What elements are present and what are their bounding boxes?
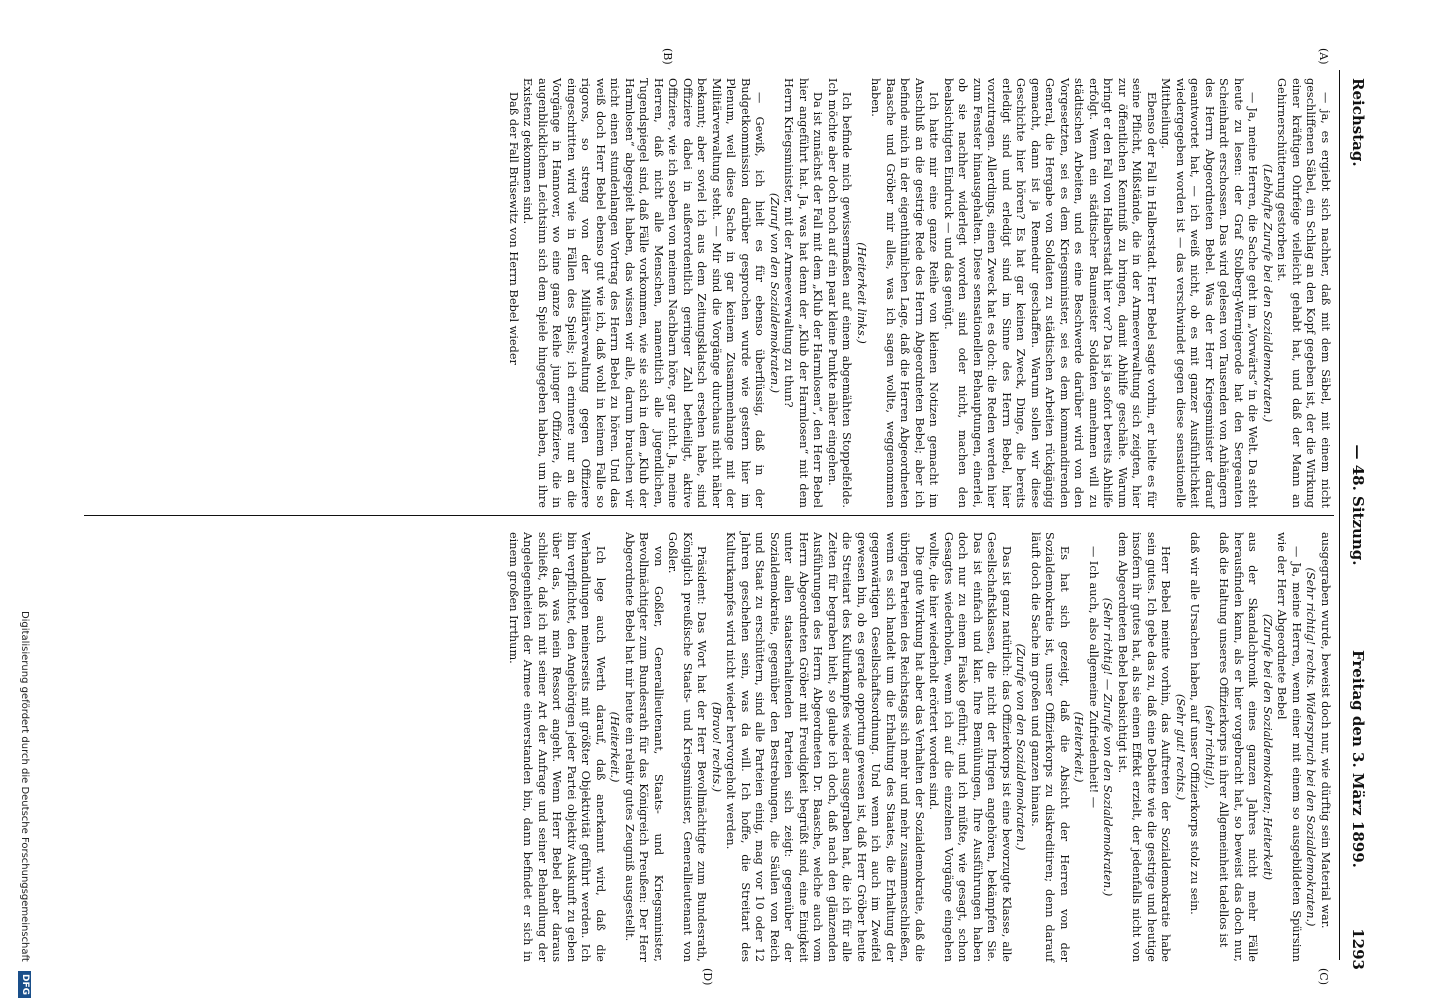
interjection: (Heiterkeit links.) <box>855 242 868 344</box>
margin-letter-b: (B) <box>661 48 674 65</box>
paragraph: Ebenso der Fall in Halberstadt. Herr Bebel sagte vorhin, er hielte es für seine Pflicht, Mißstände, die in der Armeeverwaltung sich zeigten, hier zur öffentlichen Kenntniß zu bringen, damit Abhilfe geschähe. Warum bringt er den Fall von Halberstadt hier vor? Da ist ja sofort bereits Abhilfe erfolgt. Wenn ein städtischer Baumeister Soldaten annehmen will zu städtischen Arbeiten, und es eine Beschwerde darüber wird von den Vorgesetzten, sei es dem Kriegsminister, sei es dem kommandirenden General, die Hergabe von Soldaten zu städtischen Arbeiten rückgängig gemacht, dann ist ja Remedur geschaffen. Warum sollen wir diese Geschichte hier hören? Es hat gar keinen Zweck, Dinge, die bereits erledigt sind und erledigt sind im Sinne des Herrn Bebel, hier vorzutragen. Allerdings, einen Zweck hat es doch: die Reden werden hier zum Fenster hinausgehalten. Diese sensationellen Behauptungen, einerlei, ob sie nachher widerlegt worden sind oder nicht, machen den beabsichtigten Eindruck — und das genügt. <box>942 78 1158 508</box>
interjection: (Sehr richtig! — Zurufe von den Sozialdemokraten.) <box>1101 597 1115 897</box>
paragraph: Daß der Fall Brüsewitz von Herrn Bebel wieder <box>507 92 520 365</box>
paragraph: — ja, es ergiebt sich nachher, daß mit dem Säbel, mit einem nicht geschliffenen Säbel, ein Schlag an den Kopf gegeben ist, der die Wirkung einer kräftigen Ohrfeige vielleicht gehabt hat, und daß der Mann an Gehirnerschütterung gestorben ist. <box>1275 78 1332 508</box>
paragraph: — Ja, meine Herren, die Sache geht im „Vorwärts“ in die Welt. Da steht heute zu lesen: der Graf Stolberg-Wernigerode hat den Sergeanten Scheinhardt erschossen. Das wird gelesen von Tausenden von Anhängern des Herrn Abgeordneten Bebel. Was der Herr Kriegsminister darauf geantwortet hat, — ich weiß nicht, ob es mit ganzer Ausführlichkeit wiedergegeben worden ist — das verschwindet gegen diese sensationelle Mittheilung. <box>1159 78 1260 508</box>
paragraph: Die gute Wirkung hat aber das Verhalten der Sozialdemokratie, daß die übrigen Parteien des Reichstags sich mehr und mehr zusammenschließen, wenn es sich handelt um die Erhaltung des Staates, die Erhaltung der gegenwärtigen Gesellschaftsordnung. Und wenn ich auch im Zweifel gewesen bin, ob es gerade opportun gewesen ist, daß Herr Gröber heute die Streitart des Kulturkampfes wieder ausgegraben hat, die ich für alle Zeiten für begraben hielt, so glaube ich doch, daß nach den glänzenden Ausführungen des Herrn Abgeordneten Dr. Baasche, welche auch vom Herrn Abgeordneten Gröber mit Freudigkeit begrüßt sind, eine Einigkeit unter allen staatserhaltenden Parteien sich zeigt: gegenüber der Sozialdemokratie, gegenüber den Bestrebungen, die Säulen von Reich und Staat zu erschüttern, sind alle Parteien einig, mag vor 10 oder 12 Jahren geschehen sein, was da will. Ich hoffe, die Streitart des Kulturkampfes wird nicht wieder hervorgeholt werden. <box>724 532 926 962</box>
paragraph: Ich hatte mir eine ganze Reihe von kleinen Notizen gemacht im Anschluß an die gestrige Rede des Herrn Abgeordneten Bebel; aber ich befinde mich in der eigenthümlichen Lage, daß die Herren Abgeordneten Baasche und Gröber mir alles, was ich sagen wollte, weggenommen haben. <box>869 78 941 508</box>
column-divider <box>84 515 1334 516</box>
dfg-logo-icon: DFG <box>19 971 32 998</box>
header-page-number: 1293 <box>1349 928 1367 970</box>
paragraph: Ich lege auch Werth darauf, daß anerkannt wird, daß die Verhandlungen meinerseits mit größter Objektivität geführt werden. Ich bin verpflichtet, den Angehörigen jeder Partei objektiv Auskunft zu geben über das, was mein Ressort angeht. Wenn Herr Bebel aber daraus schließt, daß ich mit seiner Art der Anfrage und seiner Behandlung der Angelegenheiten der Armee einverstanden bin, dann befindet er sich in einem großen Irrthum. <box>507 532 607 962</box>
interjection: (Zuruf von den Sozialdemokraten.) <box>768 192 781 394</box>
margin-letter-d: (D) <box>701 968 714 986</box>
paragraph: aus der Skandalchronik eines ganzen Jahres nicht mehr Fälle herausfinden kann, als er hier vorgebracht hat, so beweist das doch nur, daß die Haltung unseres Offizierkorps in ihrer Allgemeinheit tadellos ist <box>1217 532 1260 962</box>
paragraph: Da ist zunächst der Fall mit dem „Klub der Harmlosen“, den Herr Bebel hier angeführt hat. Ja, was hat denn der „Klub der Harmlosen“ mit dem Herrn Kriegsminister, mit der Armeeverwaltung zu thun? <box>782 78 825 508</box>
paragraph: Es hat sich gezeigt, daß die Absicht der Herren von der Sozialdemokratie ist, unser Offizierkorps zu diskreditiren; denn darauf läuft doch die Sache im großen und ganzen hinaus. <box>1029 532 1071 962</box>
right-text-column <box>506 532 1333 962</box>
header-rule <box>1339 70 1340 960</box>
left-text-column <box>506 78 1333 508</box>
paragraph: von Goßler, Generallieutenant, Staats- und Kriegsminister, Bevollmächtigter zum Bundesrath für das Königreich Preußen: Der Herr Abgeordnete Bebel hat mir heute ein relativ gutes Zeugniß ausgestellt. <box>623 532 665 962</box>
header-date: Freitag den 3. März 1899. <box>1349 650 1367 868</box>
interjection: (Heiterkeit.) <box>1072 711 1086 783</box>
paragraph: — Gewiß, ich hielt es für ebenso überflüssig, daß in der Budgetkommission darüber gesprochen wurde wie gestern hier im Plenum, weil diese Sache in gar keinem Zusammenhange mit der Militärverwaltung steht. — Mir sind die Vorgänge durchaus nicht näher bekannt; aber soviel ich aus dem Zeitungsklatsch ersehen habe, sind Offiziere dabei in außerordentlich geringer Zahl betheiligt, aktive Offiziere, wie ich soeben von meinem Nachbarn höre, gar nicht. Ja, meine Herren, daß nicht alle Menschen, namentlich alle jugendlichen, Tugendspiegel sind, daß Fälle vorkommen, wie sie sich in dem „Klub der Harmlosen“ abgespielt haben, das wissen wir alle, darum brauchen wir nicht einen stundenlangen Vortrag des Herrn Bebel zu hören. Und das weiß doch Herr Bebel ebenso gut wie ich, daß wohl in keinem Falle so rigoros, so streng von der Militärverwaltung gegen Offiziere eingeschritten wird wie in Fällen des Spiels; ich erinnere nur an die Vorgänge in Hannover, wo eine ganze Reihe junger Offiziere, die in augenblicklichem Leichtsinn sich dem Spiele hingegeben haben, um ihre Existenz gekommen sind. <box>521 78 767 508</box>
interjection: (Zurufe bei den Sozialdemokraten; Heiterkeit) <box>1261 613 1274 881</box>
header-session: — 48. Sitzung. <box>1349 444 1367 566</box>
header-reichstag: Reichstag. <box>1349 78 1367 167</box>
interjection: (Sehr richtig! rechts. Widerspruch bei den Sozialdemokraten.) <box>1304 567 1318 927</box>
interjection: (sehr richtig!), <box>1203 705 1216 789</box>
paragraph: Präsident: Das Wort hat der Herr Bevollmächtigte zum Bundesrath, Königlich preußische Staats- und Kriegsminister, Generallieutenant von Goßler. <box>666 532 709 962</box>
paragraph: — Ja, meine Herren, wenn einer mit einem so ausgebildeten Spürsinn wie der Herr Abgeordnete Bebel <box>1275 532 1303 962</box>
interjection: (Zurufe von den Sozialdemokraten.) <box>1014 643 1028 851</box>
interjection: (Lebhafte Zurufe bei den Sozialdemokraten.) <box>1261 163 1274 423</box>
paragraph: ausgegraben wurde, beweist doch nur, wie dürftig sein Material war. <box>1319 532 1332 929</box>
paragraph: daß wir alle Ursachen haben, auf unser Offizierkorps stolz zu sein. <box>1188 532 1202 915</box>
paragraph: Das ist ganz natürlich: das Offizierkorps ist eine bevorzugte Klasse, alle Gesellschaftsklassen, die nicht der Ihrigen angehören, bekämpfen Sie. Das ist einfach und klar. Ihre Bemühungen, Ihre Ausführungen haben doch nur zu einem Fiasko geführt; und ich müßte, wie gesagt, schon Gesagtes wiederholen, wenn ich auf die einzelnen Vorgänge eingehen wollte, die hier wiederholt erörtert worden sind. <box>927 532 1013 962</box>
paragraph: Ich befinde mich gewissermaßen auf einem abgemähten Stoppelfelde. Ich möchte aber doch noch auf ein paar kleine Punkte näher eingehen. <box>826 78 854 508</box>
interjection: (Sehr gut! rechts.) <box>1174 693 1187 801</box>
dfg-funding-note <box>14 8 34 998</box>
margin-letter-c: (C) <box>1317 968 1330 985</box>
paragraph: Herr Bebel meinte vorhin, das Auftreten der Sozialdemokratie habe sein gutes. Ich gebe das zu, daß eine Debatte wie die gestrige und heutige insofern ihr gutes hat, als sie einen Effekt erzielt, der jedenfalls nicht von dem Abgeordneten Bebel beabsichtigt ist. <box>1116 532 1173 962</box>
interjection: (Heiterkeit.) <box>608 711 622 783</box>
paragraph: — Ich auch, also allgemeine Zufriedenheit! — <box>1087 546 1100 809</box>
funding-text: Digitalisierung gefördert durch die Deutsche Forschungsgemeinschaft <box>19 610 30 962</box>
margin-letter-a: (A) <box>1317 48 1330 65</box>
interjection: (Bravo! rechts.) <box>710 701 723 793</box>
